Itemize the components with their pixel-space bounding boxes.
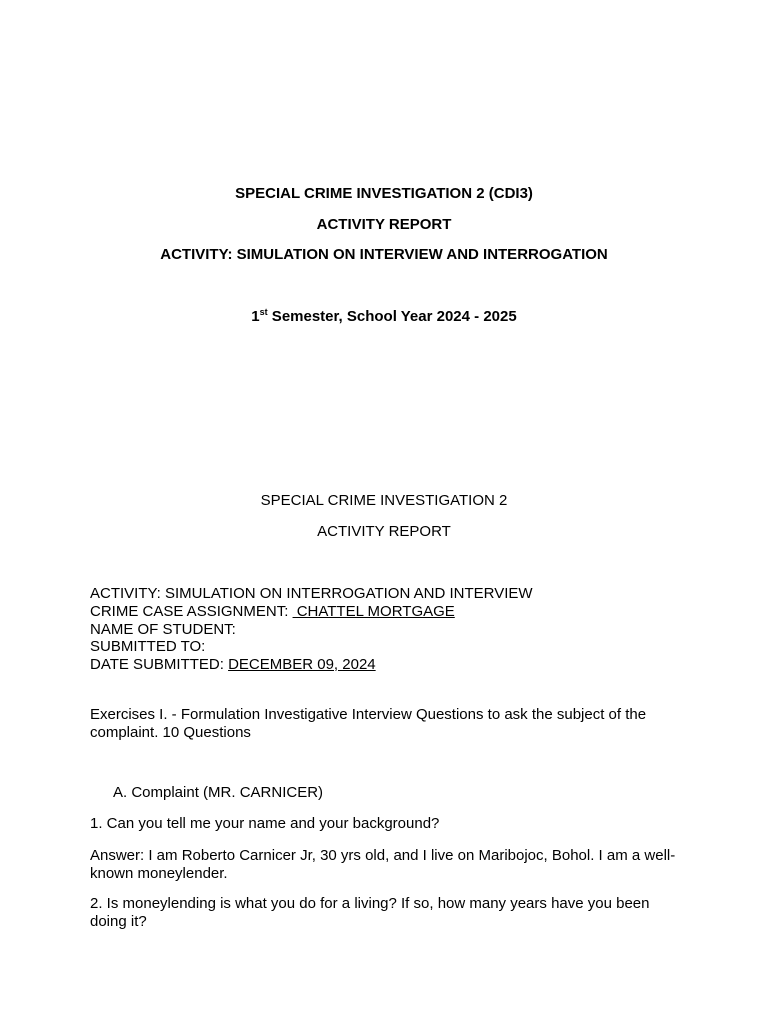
course-title: SPECIAL CRIME INVESTIGATION 2 (CDI3): [235, 185, 533, 202]
semester-text: Semester, School Year 2024 - 2025: [267, 308, 517, 325]
submitted-to: SUBMITTED TO:: [90, 638, 206, 655]
complaint-subheading: A. Complaint (MR. CARNICER): [113, 784, 324, 801]
exercise-intro: Exercises I. - Formulation Investigative Interview Questions to ask the subject of the complaint. 10 Questions: [90, 706, 647, 741]
date-value: DECEMBER 09, 2024: [228, 656, 376, 673]
semester-number: 1: [251, 308, 260, 325]
date-submitted: [90, 656, 680, 673]
case-label: CRIME CASE ASSIGNMENT:: [90, 603, 293, 620]
answer-1: Answer: I am Roberto Carnicer Jr, 30 yrs old, and I live on Maribojoc, Bohol. I am a well-known moneylender.: [90, 847, 676, 882]
case-assignment: [90, 603, 680, 620]
section-title: SPECIAL CRIME INVESTIGATION 2: [260, 492, 508, 509]
question-1: 1. Can you tell me your name and your background?: [90, 815, 440, 832]
date-label: DATE SUBMITTED:: [90, 656, 229, 673]
case-value: CHATTEL MORTGAGE: [292, 603, 455, 620]
section-subtitle: ACTIVITY REPORT: [317, 523, 451, 540]
semester-line: [0, 308, 768, 325]
report-title: ACTIVITY REPORT: [316, 216, 452, 233]
question-2: 2. Is moneylending is what you do for a living? If so, how many years have you been doing it?: [90, 895, 650, 930]
student-name: NAME OF STUDENT:: [90, 621, 236, 638]
semester-ordinal: st: [259, 307, 268, 317]
activity-detail: ACTIVITY: SIMULATION ON INTERROGATION AND INTERVIEW: [90, 585, 533, 602]
activity-title: ACTIVITY: SIMULATION ON INTERVIEW AND INTERROGATION: [160, 246, 608, 263]
